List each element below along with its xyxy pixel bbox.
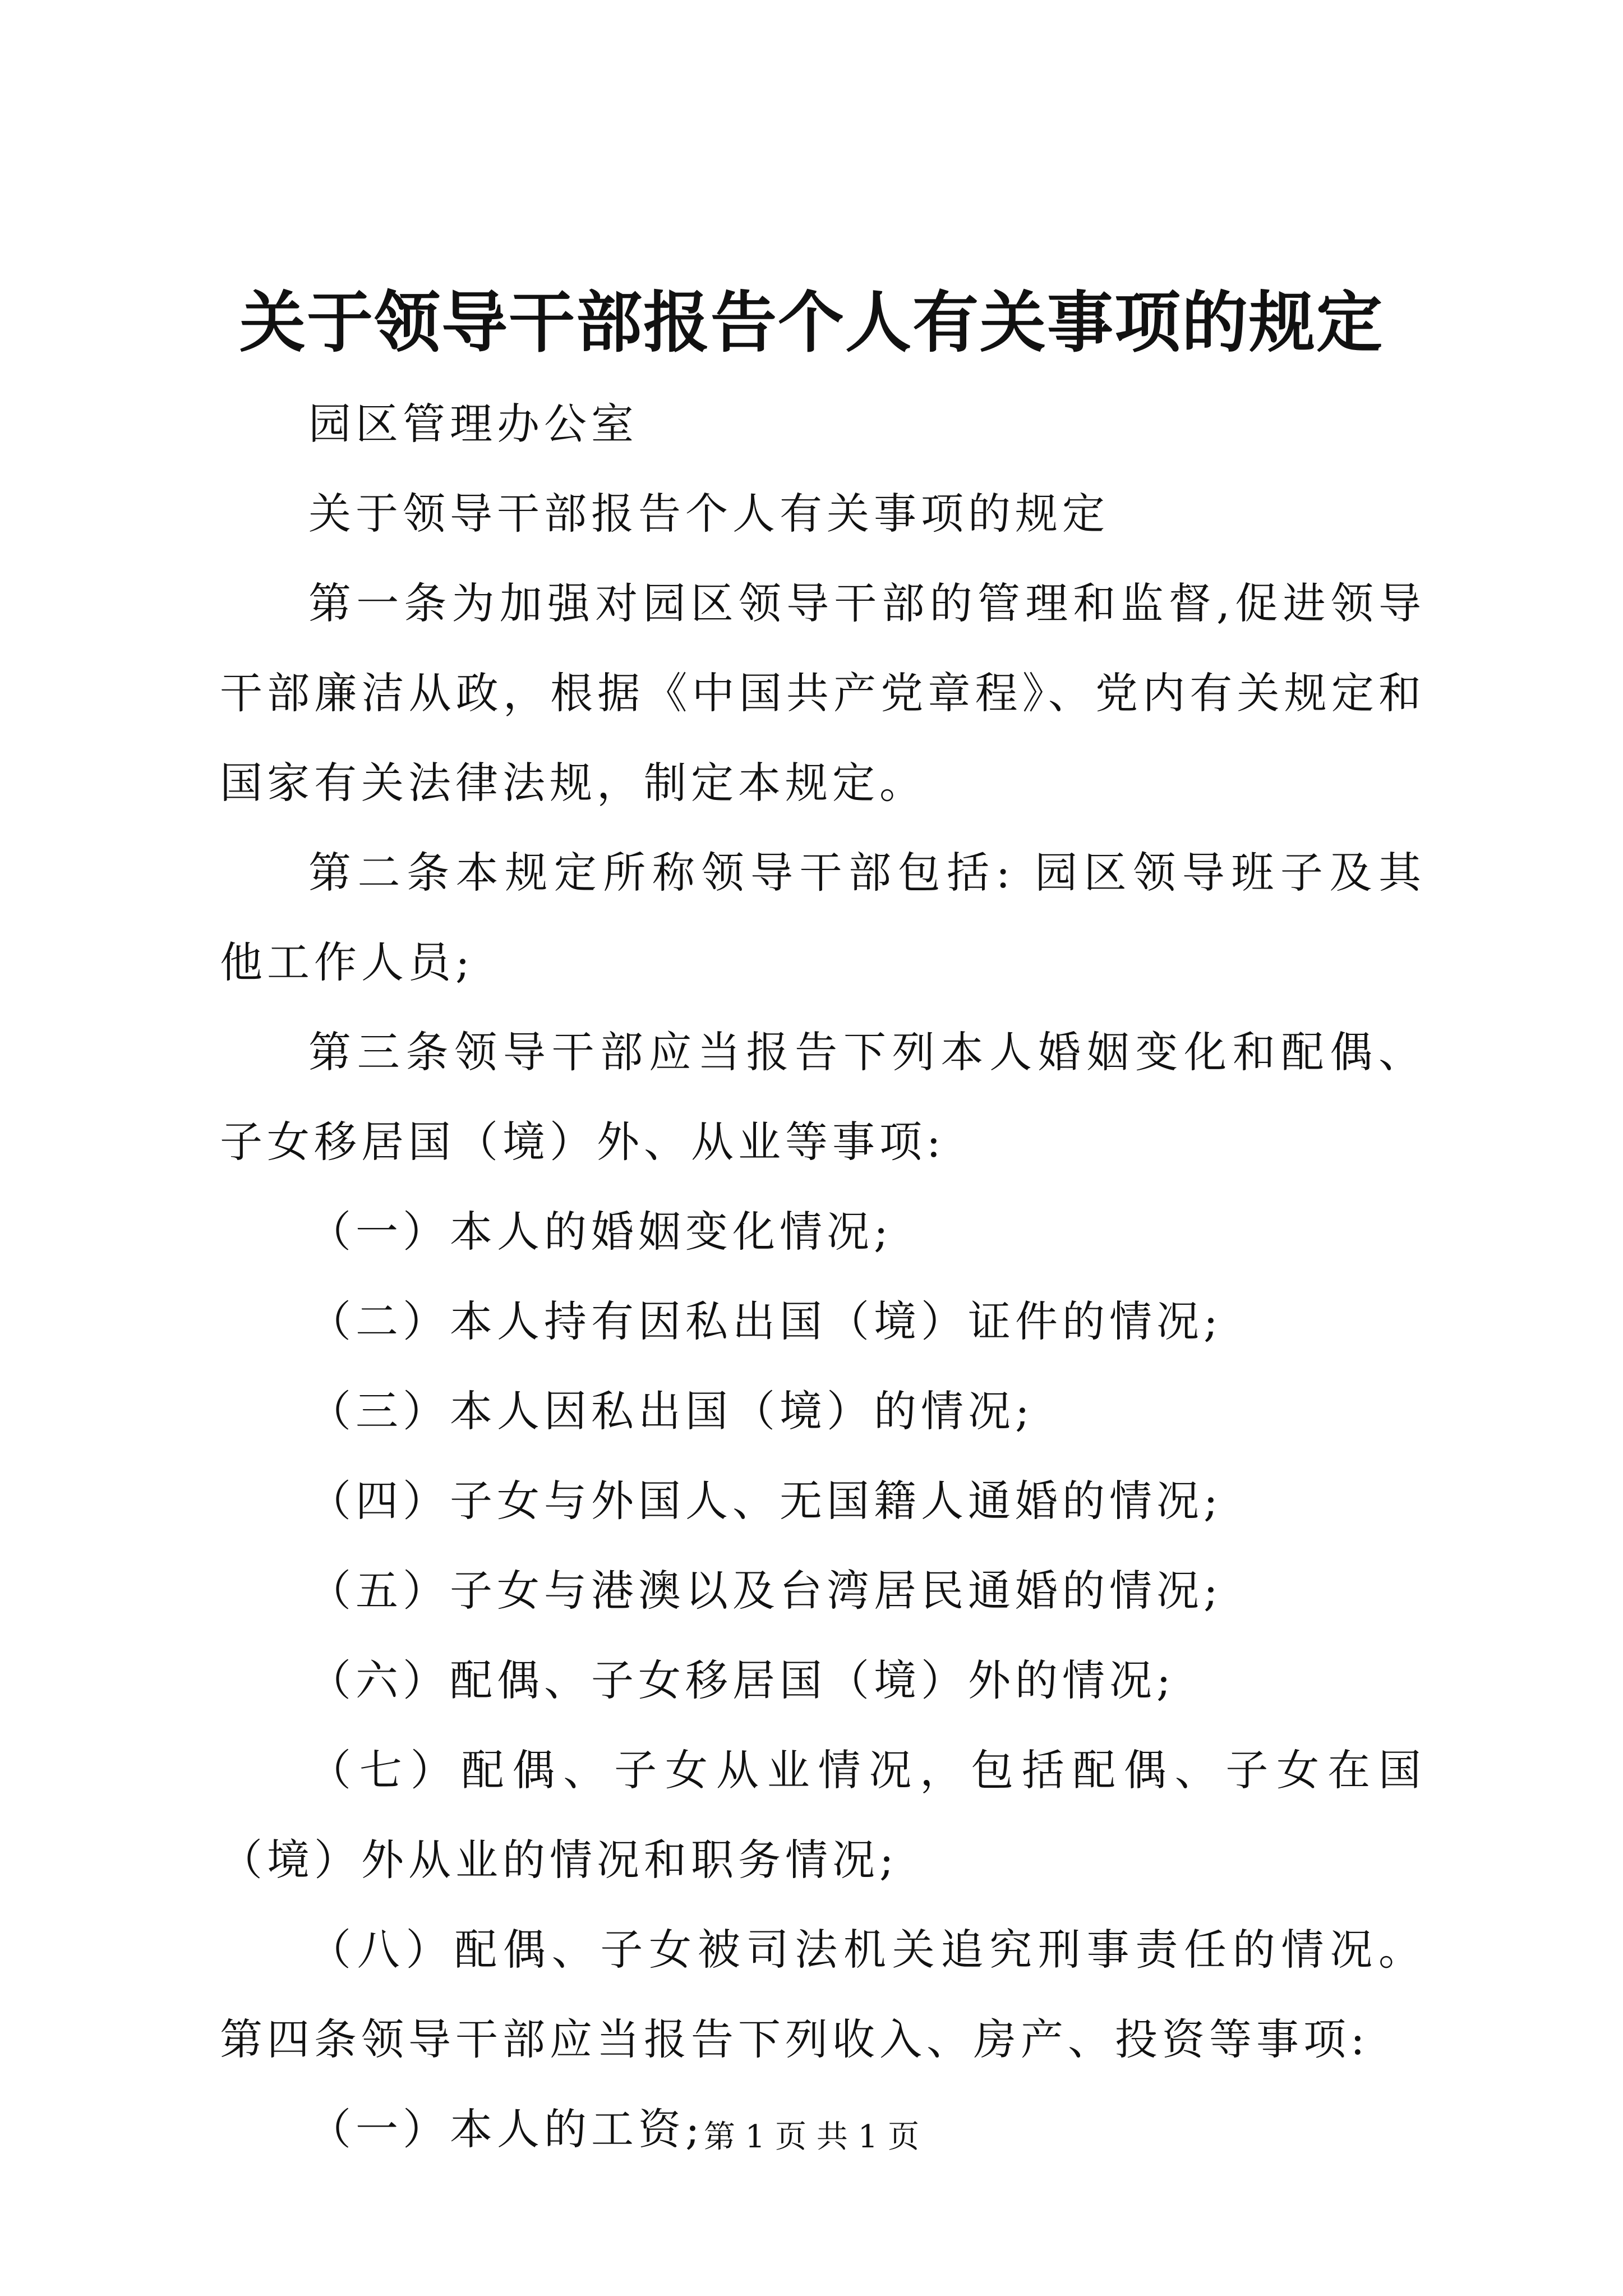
article-3-item-5: （五）子女与港澳以及台湾居民通婚的情况; (308, 1566, 1223, 1616)
article-2: 第二条本规定所称领导干部包括: 园区领导班子及其他工作人员; (220, 848, 1426, 987)
issuer-line: 园区管理办公室 (308, 399, 638, 449)
article-3-item-2: （二）本人持有因私出国（境）证件的情况; (308, 1296, 1223, 1346)
article-3-item-1: （一）本人的婚姻变化情况; (308, 1207, 893, 1257)
article-1: 第一条为加强对园区领导干部的管理和监督,促进领导干部廉洁从政，根据《中国共产党章程》、党内有关规定和国家有关法律法规，制定本规定。 (220, 578, 1426, 808)
article-3-item-3: （三）本人因私出国（境）的情况; (308, 1386, 1034, 1436)
article-3-item-7: （七）配偶、子女从业情况，包括配偶、子女在国（境）外从业的情况和职务情况; (220, 1745, 1426, 1885)
article-4-item-1: （一）本人的工资; (308, 2104, 704, 2154)
page-footer: 第 1 页 共 1 页 (703, 2119, 920, 2155)
document-title: 关于领导干部报告个人有关事项的规定 (239, 283, 1384, 361)
article-3-item-6: （六）配偶、子女移居国（境）外的情况; (308, 1655, 1175, 1705)
article-3-item-8-and-article-4: （八）配偶、子女被司法机关追究刑事责任的情况。第四条领导干部应当报告下列收入、房产、投资等事项: (220, 1925, 1426, 2064)
article-3: 第三条领导干部应当报告下列本人婚姻变化和配偶、子女移居国（境）外、从业等事项: (220, 1027, 1426, 1167)
document-body (220, 379, 1426, 2174)
subtitle-line: 关于领导干部报告个人有关事项的规定 (308, 489, 1109, 539)
article-3-item-4: （四）子女与外国人、无国籍人通婚的情况; (308, 1476, 1223, 1526)
